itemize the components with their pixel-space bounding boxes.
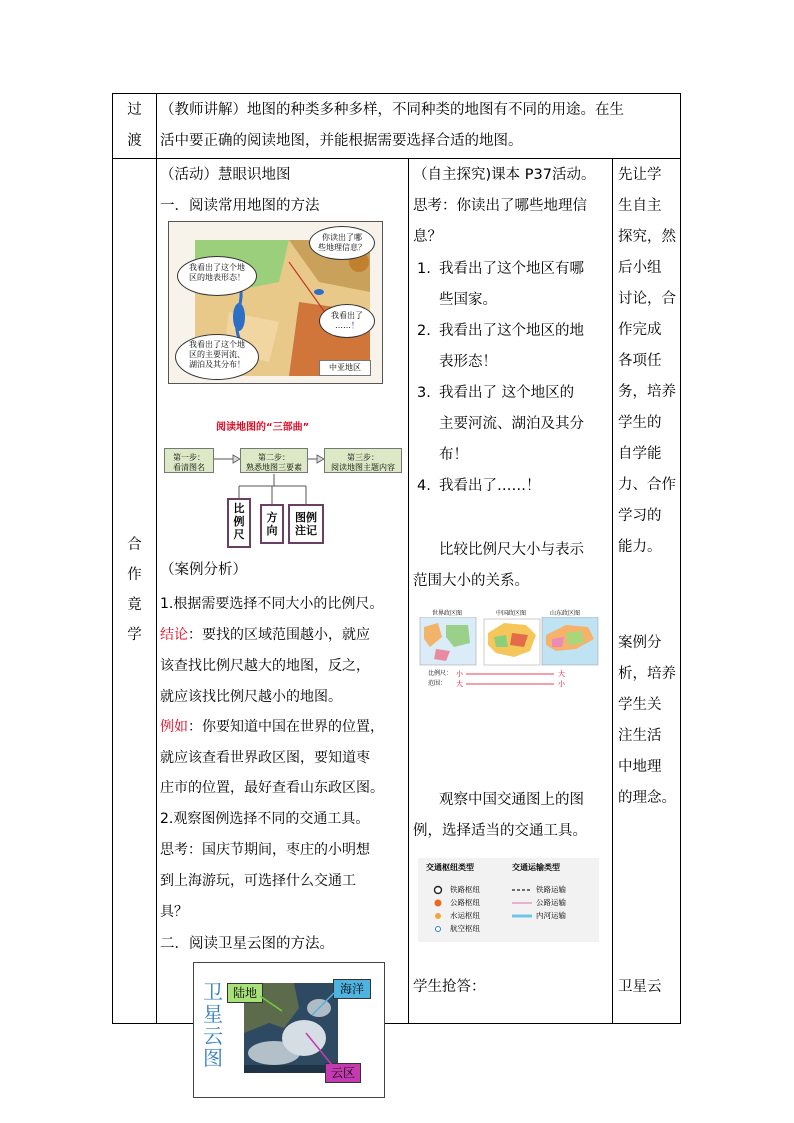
speech-bubble-more: 我看出了 ……！ (319, 304, 375, 338)
legend-river-route: 内河运输 (536, 911, 566, 920)
transition-label: 过 渡 (127, 102, 142, 149)
item2-line1: 我看出了这个地区的地 (439, 323, 584, 339)
element-scale-box: 比 例 尺 (227, 498, 251, 548)
element-legend-box: 图例 注记 (288, 504, 324, 544)
example-label: 例如 (160, 719, 188, 735)
traffic-line2: 例，选择适当的交通工具。 (413, 823, 587, 839)
legend-route-header: 交通运输类型 (512, 863, 560, 872)
cloud-label: 云区 (325, 1063, 361, 1083)
legend-water-hub: 水运枢纽 (450, 911, 480, 920)
col3-case-notes: 案例分 析，培养 学生关 注生活 中地理 的理念。 (618, 635, 676, 806)
col2-divider (408, 158, 409, 1024)
point1: 1.根据需要选择不同大小的比例尺。 (160, 596, 384, 612)
section2-title: 二．阅读卫星云图的方法。 (160, 936, 334, 952)
example-line3: 庄市的位置，最好查看山东政区图。 (160, 780, 384, 796)
student-answer: 学生抢答： (413, 979, 486, 995)
speech-bubble-question: 你读出了哪 些地理信息？ (309, 226, 375, 260)
item4-number: 4. (417, 478, 431, 494)
transition-content-line2: 活中要正确的阅读地图，并能根据需要选择合适的地图。 (160, 133, 523, 149)
think-line3: 具？ (160, 904, 188, 920)
three-steps-diagram (160, 440, 405, 555)
speech-bubble-landform: 我看出了这个地 区的地表形态！ (177, 256, 257, 296)
conclusion-label: 结论 (160, 627, 188, 643)
item1-number: 1. (417, 261, 431, 277)
conclusion-line1: 结论：要找的区域范围越小，就应 (160, 627, 370, 643)
col2-line2: 思考：你读出了哪些地理信 (413, 198, 587, 214)
shandong-map-title: 山东政区图 (550, 610, 581, 617)
world-map-title: 世界政区图 (432, 610, 463, 617)
legend-symbols (418, 858, 599, 942)
traffic-line1: 观察中国交通图上的图 (439, 792, 584, 808)
cooperative-label: 合 作 竟 学 (127, 537, 142, 643)
col2-line3: 息？ (413, 229, 442, 245)
traffic-legend (418, 858, 599, 942)
label-pointers (194, 963, 384, 1097)
satellite-title: 卫 星 云 图 (203, 980, 223, 1070)
col3-bottom: 卫星云 (618, 979, 662, 995)
range-row-right: 小 (558, 680, 565, 688)
item1-line1: 我看出了这个地区有哪 (439, 261, 584, 277)
three-steps-title: 阅读地图的“三部曲” (216, 422, 310, 433)
legend-hub-header: 交通枢纽类型 (426, 863, 474, 872)
legend-road-hub: 公路枢纽 (450, 898, 480, 907)
item2-number: 2. (417, 323, 431, 339)
map-caption: 中亚地区 (319, 360, 371, 376)
legend-rail-route: 铁路运输 (536, 885, 566, 894)
item3-line2: 主要河流、湖泊及其分 (439, 416, 584, 432)
china-map-title: 中国政区图 (496, 610, 527, 617)
col3-notes: 先让学 生自主 探究，然 后小组 讨论，合 作完成 各项任 务，培养 学生的 自学能 力、合作 学习的 能力。 (618, 167, 676, 555)
item2-line2: 表形态！ (439, 354, 497, 370)
scale-comparison-figure (416, 608, 602, 692)
item3-line1: 我看出了 这个地区的 (439, 385, 575, 401)
legend-road-route: 公路运输 (536, 898, 566, 907)
case-title: （案例分析） (160, 562, 247, 578)
activity-title: （活动）慧眼识地图 (160, 167, 291, 183)
item4-line1: 我看出了……！ (439, 478, 541, 494)
table-top-border (112, 93, 681, 94)
item3-number: 3. (417, 385, 431, 401)
conclusion-line3: 就应该找比例尺越小的地图。 (160, 689, 342, 705)
range-row-left: 大 (456, 680, 463, 688)
range-row-label: 范围： (428, 680, 447, 687)
scale-row-left: 小 (456, 670, 463, 678)
scale-row-right: 大 (558, 670, 565, 678)
table-right-border (680, 93, 681, 1024)
point2: 2.观察图例选择不同的交通工具。 (160, 811, 370, 827)
ocean-label: 海洋 (333, 979, 371, 999)
item1-line2: 些国家。 (439, 292, 497, 308)
item3-line3: 布！ (439, 447, 468, 463)
satellite-figure (193, 962, 385, 1098)
section1-title: 一．阅读常用地图的方法 (160, 198, 320, 214)
example-line1: 例如：你要知道中国在世界的位置， (160, 719, 384, 735)
legend-rail-hub: 铁路枢纽 (450, 885, 480, 894)
central-asia-map-figure (168, 221, 383, 384)
transition-content-line1: （教师讲解）地图的种类多种多样，不同种类的地图有不同的用途。在生 (160, 102, 624, 118)
think-line1: 思考：国庆节期间，枣庄的小明想 (160, 842, 370, 858)
element-direction-box: 方 向 (260, 504, 284, 544)
example-line2: 就应该查看世界政区图，要知道枣 (160, 750, 370, 766)
col3-divider (612, 158, 613, 1024)
scale-row-label: 比例尺： (428, 670, 453, 677)
row-divider (112, 158, 681, 159)
step3-box: 第三步： 阅读地图主题内容 (324, 448, 402, 473)
compare-line2: 范围大小的关系。 (413, 573, 529, 589)
conclusion-line2: 该查找比例尺越大的地图，反之， (160, 658, 370, 674)
step1-box: 第一步： 看清图名 (164, 448, 214, 473)
step2-box: 第二步： 熟悉地图三要素 (240, 448, 308, 473)
label-column-divider (156, 93, 157, 1024)
speech-bubble-rivers: 我看出了这个地 区的主要河流、 湖泊及其分布！ (175, 334, 259, 380)
land-label: 陆地 (227, 983, 263, 1003)
legend-air-hub: 航空枢纽 (450, 924, 480, 933)
think-line2: 到上海游玩，可选择什么交通工 (160, 873, 356, 889)
col2-line1: （自主探究)课本 P37活动。 (413, 167, 596, 183)
compare-line1: 比较比例尺大小与表示 (439, 542, 584, 558)
